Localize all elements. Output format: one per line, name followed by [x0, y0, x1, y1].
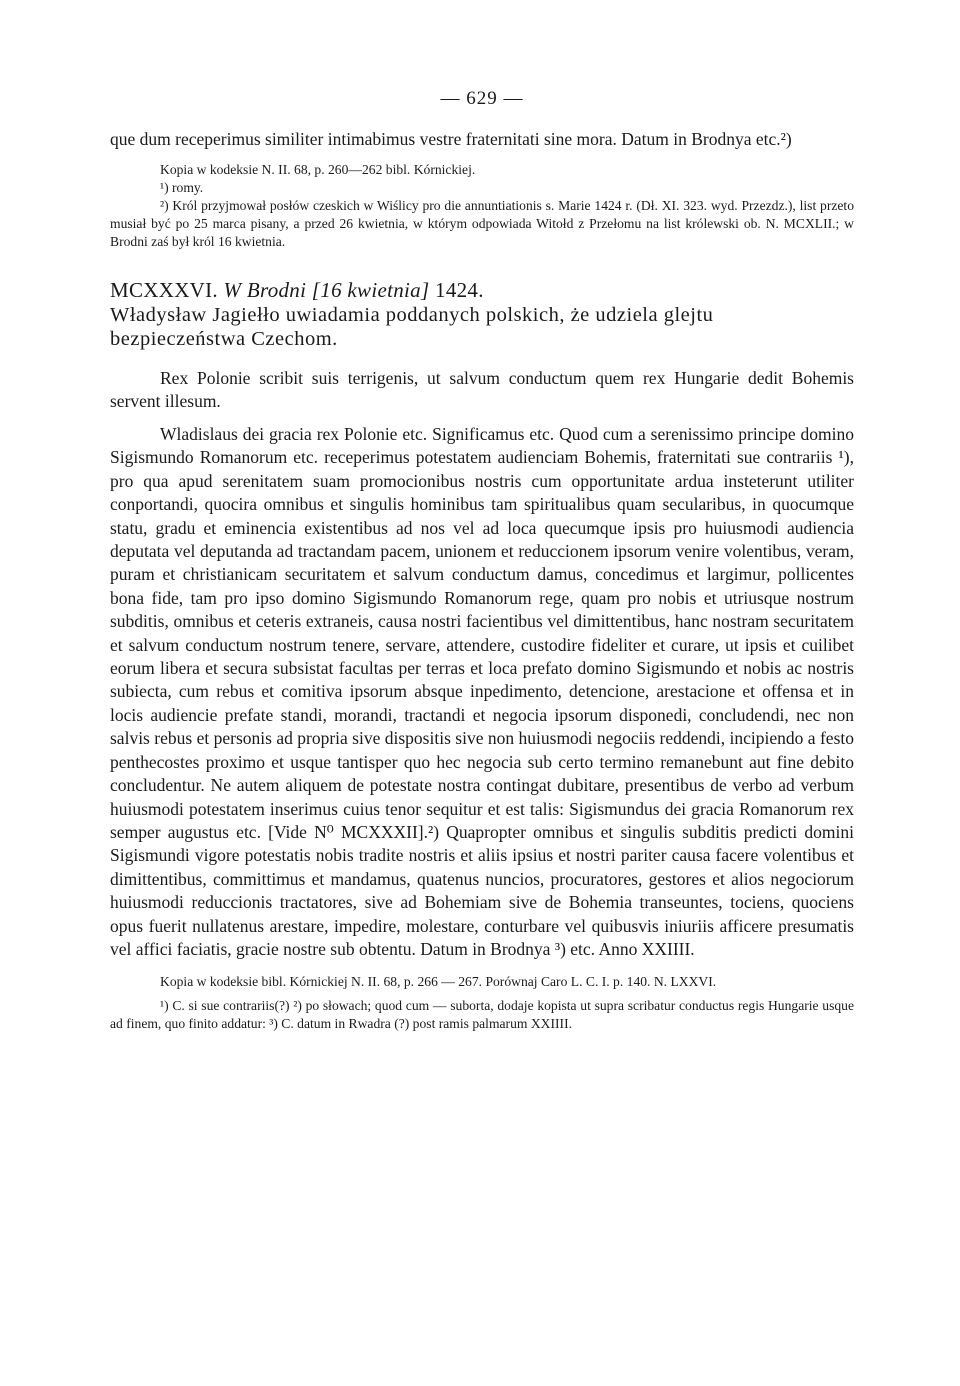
document-source-note: Kopia w kodeksie bibl. Kórnickiej N. II. 68, p. 266 — 267. Porównaj Caro L. C. I. p. 140. N. LXXVI.	[160, 974, 717, 990]
continued-text: que dum receperimus similiter intimabimus vestre fraternitati sine mora. Datum in Brodnya etc.²)	[110, 129, 792, 149]
document-year: 1424.	[435, 278, 484, 302]
document-title: Władysław Jagiełło uwiadamia poddanych polskich, że udziela glejtu bezpieczeństwa Czechom.	[110, 304, 714, 350]
document-number: MCXXXVI.	[110, 278, 218, 302]
previous-document-notes	[110, 161, 854, 251]
page-number: — 629 —	[440, 88, 524, 109]
document-place-date: W Brodni [16 kwietnia]	[223, 278, 430, 302]
footnote-1: ¹) romy.	[160, 180, 204, 195]
footnote-2: ²) Król przyjmował posłów czeskich w Wiślicy pro die annuntiationis s. Marie 1424 r. (Dł. XI. 323. wyd. Przezdz.), list przeto musiał być po 25 marca pisany, a przed 26 kwietnia, w którym odpowiada Witołd z Przełomu na list królewski ob. N. MCXLII.; w Brodni zaś był król 16 kwietnia.	[110, 198, 854, 249]
document-heading	[110, 277, 854, 303]
document-summary: Rex Polonie scribit suis terrigenis, ut salvum conductum quem rex Hungarie dedit Bohemis servent illesum.	[110, 368, 854, 411]
copy-source-note: Kopia w kodeksie N. II. 68, p. 260—262 bibl. Kórnickiej.	[160, 162, 476, 177]
document-footnotes: ¹) C. si sue contrariis(?) ²) po słowach; quod cum — suborta, dodaje kopista ut supra scribatur conductus regis Hungarie usque ad finem, quo finito addatur: ³) C. datum in Rwadra (?) post ramis palmarum XXIIII.	[110, 998, 854, 1032]
document-body: Wladislaus dei gracia rex Polonie etc. Significamus etc. Quod cum a serenissimo principe domino Sigismundo Romanorum etc. receperimus potestatem audienciam Bohemis, fraternitati sue contrariis ¹), pro qua apud serenitatem suam promocionibus nostris cum opportunitate ardua insteterunt utiliter conportandi, quocira omnibus et singulis hominibus tam spiritualibus quam secularibus, in quocumque statu, gradu et eminencia existentibus ad nos vel ad loca quecumque ipsis pro huiusmodi audiencia deputata vel deputanda ad tractandam pacem, unionem et reduccionem ipsorum venire volentibus, veram, puram et christianicam securitatem et salvum conductum damus, concedimus et largimur, pollicentes bona fide, tam pro ipso domino Sigismundo Romanorum rege, quam pro nobis et utriusque nostrum subditis, omnibus et ceteris extraneis, causa nostri facientibus vel dimittentibus, hanc nostram securitatem et salvum conductum nostrum tenere, servare, attendere, custodire fideliter et curare, ut ipsis et cuilibet eorum libera et secura subsistat facultas per terras et loca prefato domino Sigismundo et nobis ac nostris subiecta, cum rebus et comitiva ipsorum absque inpedimento, detencione, arestacione et offensa et in locis audiencie prefate standi, morandi, tractandi et negocia ipsorum disponedi, concludendi, nec non salvis rebus et personis ad propria sive dispositis sive non huiusmodi negociis reddendi, incipiendo a festo penthecostes proximo et usque tantisper quo hec negocia sub certo termino remanebunt aut fine debito concludentur. Ne autem aliquem de potestate nostra contingat dubitare, presentibus de verbo ad verbum huiusmodi potestatem inserimus cuius tenor sequitur et est talis: Sigismundus dei gracia Romanorum rex semper augustus etc. [Vide N⁰ MCXXXII].²) Quapropter omnibus et singulis subditis predicti domini Sigismundi vigore potestatis nobis tradite nostris et aliis ipsius et nostri pariter causa facere volentibus et dimittentibus, committimus et mandamus, quatenus nuncios, procuratores, gestores et alios negociorum huiusmodi reduccionis tractatores, sive ad Bohemiam sive de Bohemia transeuntes, tociens, quociens opus fuerit nullatenus arestare, impedire, molestare, conturbare vel quibusvis iniuriis afficere presumatis vel affici faciatis, gracie nostre sub obtentu. Datum in Brodnya ³) etc. Anno XXIIII.	[110, 424, 854, 959]
document-page	[110, 88, 854, 1033]
